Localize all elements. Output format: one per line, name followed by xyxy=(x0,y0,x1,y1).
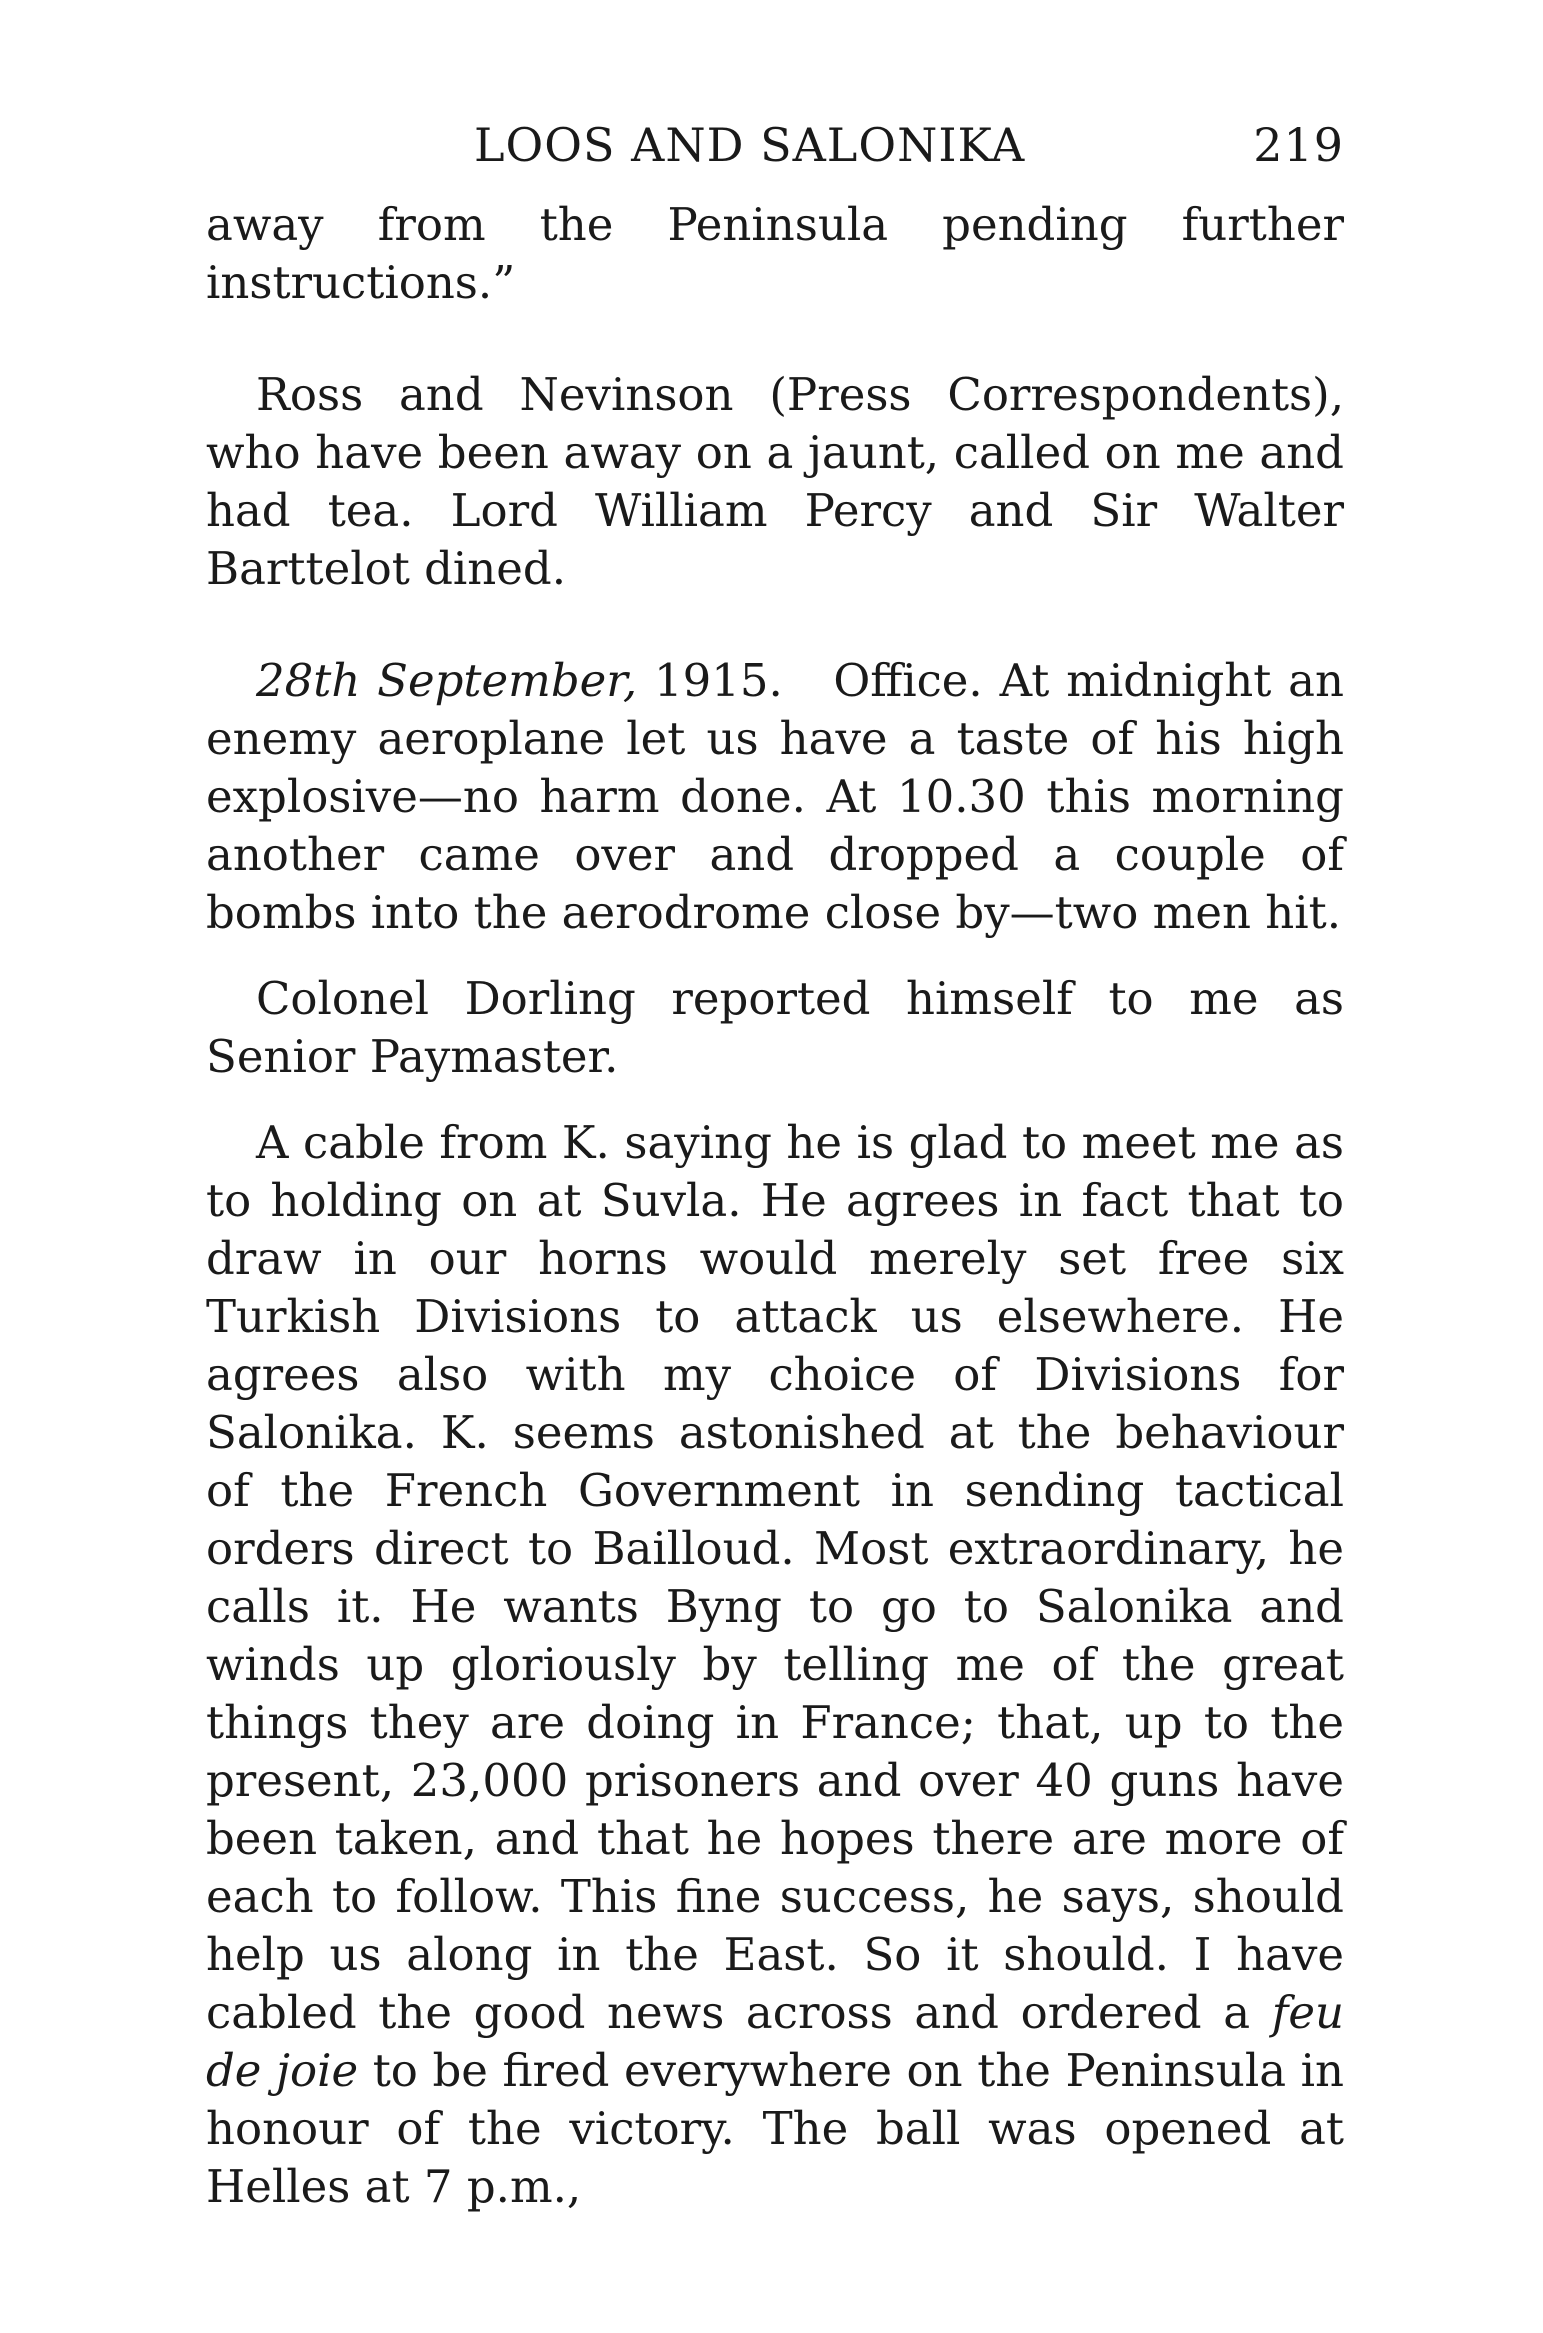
paragraph-paymaster xyxy=(206,970,1344,1086)
paragraph-text-continued: to be fired everywhere on the Peninsula in honour of the victory. The ball was opened at Helles at 7 p.m., xyxy=(206,2044,1345,2213)
entry-date-year: 1915. xyxy=(653,654,783,707)
paragraph-text: Office. At midnight an enemy aeroplane let us have a taste of his high explosive—no harm done. At 10.30 this morning another came over and dropped a couple of bombs into the aerodrome close by—two men hit. xyxy=(206,654,1344,939)
paragraph-press-correspondents xyxy=(206,366,1344,598)
paragraph-text: A cable from K. saying he is glad to meet me as to holding on at Suvla. He agrees in fact that to draw in our horns would merely set free six Turkish Divisions to attack us elsewhere. He agrees also with my choice of Divisions for Salonika. K. seems astonished at the behaviour of the French Government in sending tactical orders direct to Bailloud. Most extraordinary, he calls it. He wants Byng to go to Salonika and winds up gloriously by telling me of the great things they are doing in France; that, up to the present, 23,000 prisoners and over 40 guns have been taken, and that he hopes there are more of each to follow. This fine success, he says, should help us along in the East. So it should. I have cabled the good news across and ordered a xyxy=(206,1116,1344,2039)
running-title: LOOS AND SALONIKA xyxy=(474,118,1026,172)
paragraph-text: Colonel Dorling reported himself to me as Senior Paymaster. xyxy=(206,972,1344,1083)
paragraph-diary-entry xyxy=(206,652,1344,942)
italic-phrase: feu de joie xyxy=(206,1986,1344,2097)
page-header xyxy=(206,118,1344,178)
entry-date-month: September, xyxy=(377,654,638,707)
paragraph-cable-from-k xyxy=(206,1114,1344,2216)
entry-date-day: 28th xyxy=(256,654,361,707)
body-text xyxy=(206,196,1344,2216)
paragraph-text: Ross and Nevinson (Press Correspondents), who have been away on a jaunt, called on me and had tea. Lord William Percy and Sir Walter Barttelot dined. xyxy=(206,368,1344,595)
paragraph-text: away from the Peninsula pending further instructions.” xyxy=(206,198,1344,309)
page-number: 219 xyxy=(1253,118,1344,172)
paragraph-continuation xyxy=(206,196,1344,312)
